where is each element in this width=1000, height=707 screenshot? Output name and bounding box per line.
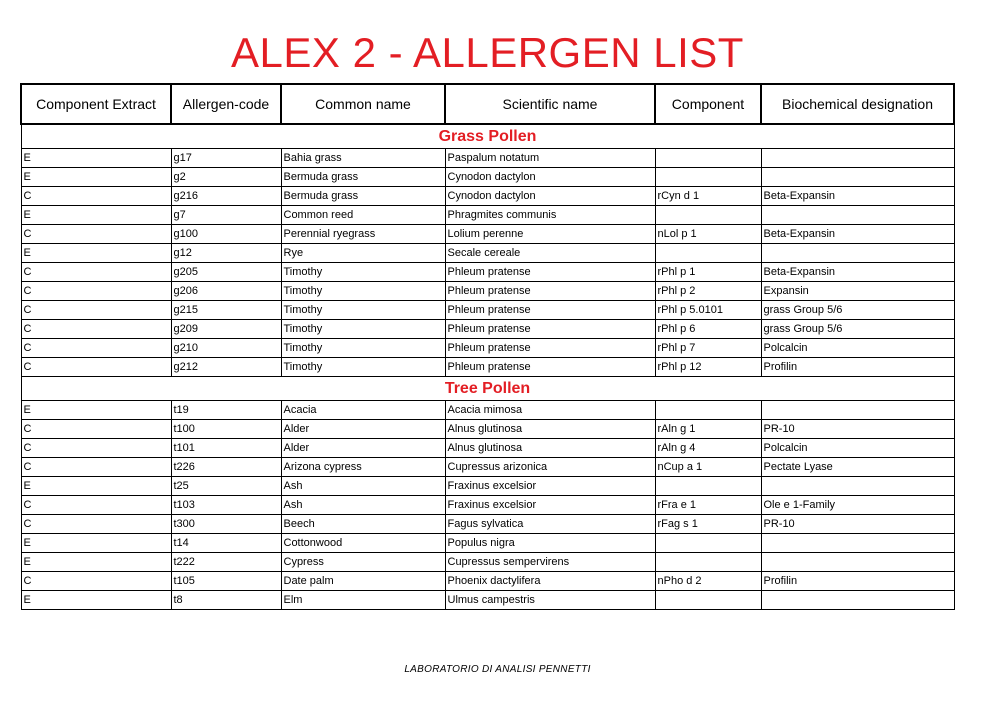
table-row xyxy=(21,477,954,496)
table-cell: Phoenix dactylifera xyxy=(445,572,655,591)
table-cell: Cynodon dactylon xyxy=(445,187,655,206)
table-cell: Acacia mimosa xyxy=(445,401,655,420)
table-body xyxy=(21,124,954,610)
table-cell: C xyxy=(21,358,171,377)
table-cell: C xyxy=(21,263,171,282)
column-header-allergen-code: Allergen-code xyxy=(171,84,281,124)
table-row xyxy=(21,420,954,439)
table-cell: g2 xyxy=(171,168,281,187)
table-cell: Bermuda grass xyxy=(281,187,445,206)
table-cell: Phleum pratense xyxy=(445,358,655,377)
table-cell: Cupressus arizonica xyxy=(445,458,655,477)
table-cell xyxy=(761,401,954,420)
table-cell: t103 xyxy=(171,496,281,515)
table-cell: E xyxy=(21,534,171,553)
table-cell: Alder xyxy=(281,439,445,458)
table-cell: Perennial ryegrass xyxy=(281,225,445,244)
table-cell: t19 xyxy=(171,401,281,420)
table-row xyxy=(21,168,954,187)
table-cell: Cupressus sempervirens xyxy=(445,553,655,572)
table-cell: Elm xyxy=(281,591,445,610)
table-cell: Beta-Expansin xyxy=(761,187,954,206)
table-cell: Polcalcin xyxy=(761,439,954,458)
allergen-table xyxy=(20,83,955,610)
table-cell: Beta-Expansin xyxy=(761,263,954,282)
table-cell: Cottonwood xyxy=(281,534,445,553)
table-cell: rPhl p 2 xyxy=(655,282,761,301)
table-cell xyxy=(761,149,954,168)
table-cell: E xyxy=(21,477,171,496)
table-cell xyxy=(655,206,761,225)
section-title: Tree Pollen xyxy=(21,377,954,401)
table-cell: Ash xyxy=(281,477,445,496)
table-cell: C xyxy=(21,515,171,534)
table-cell: rPhl p 7 xyxy=(655,339,761,358)
table-cell: t14 xyxy=(171,534,281,553)
table-cell: Lolium perenne xyxy=(445,225,655,244)
table-cell: C xyxy=(21,320,171,339)
table-cell: Phleum pratense xyxy=(445,339,655,358)
table-cell: Phleum pratense xyxy=(445,263,655,282)
table-row xyxy=(21,282,954,301)
table-cell: Alnus glutinosa xyxy=(445,439,655,458)
table-cell: Bahia grass xyxy=(281,149,445,168)
table-cell xyxy=(655,534,761,553)
table-cell: rAln g 4 xyxy=(655,439,761,458)
table-cell: Fraxinus excelsior xyxy=(445,496,655,515)
table-cell: Ole e 1-Family xyxy=(761,496,954,515)
table-row xyxy=(21,244,954,263)
table-cell xyxy=(655,401,761,420)
table-row xyxy=(21,225,954,244)
table-cell: g12 xyxy=(171,244,281,263)
table-cell xyxy=(761,534,954,553)
table-cell: Cynodon dactylon xyxy=(445,168,655,187)
table-cell: g205 xyxy=(171,263,281,282)
table-cell xyxy=(655,168,761,187)
column-header-scientific-name: Scientific name xyxy=(445,84,655,124)
table-cell: Profilin xyxy=(761,358,954,377)
table-cell: PR-10 xyxy=(761,515,954,534)
table-cell: E xyxy=(21,244,171,263)
table-cell xyxy=(655,149,761,168)
table-cell: t105 xyxy=(171,572,281,591)
table-cell: g7 xyxy=(171,206,281,225)
table-row xyxy=(21,553,954,572)
table-cell: g212 xyxy=(171,358,281,377)
table-cell: Profilin xyxy=(761,572,954,591)
table-cell: Paspalum notatum xyxy=(445,149,655,168)
table-cell: Timothy xyxy=(281,282,445,301)
table-cell: E xyxy=(21,149,171,168)
table-cell: Ash xyxy=(281,496,445,515)
table-cell: C xyxy=(21,339,171,358)
table-cell: C xyxy=(21,225,171,244)
table-cell: Phleum pratense xyxy=(445,320,655,339)
table-cell: Rye xyxy=(281,244,445,263)
column-header-component: Component xyxy=(655,84,761,124)
table-row xyxy=(21,401,954,420)
table-row xyxy=(21,339,954,358)
table-cell: t222 xyxy=(171,553,281,572)
table-cell: E xyxy=(21,168,171,187)
section-row xyxy=(21,124,954,149)
table-cell: Phleum pratense xyxy=(445,282,655,301)
table-cell: Beta-Expansin xyxy=(761,225,954,244)
table-cell: t300 xyxy=(171,515,281,534)
table-cell: nPho d 2 xyxy=(655,572,761,591)
table-cell: rCyn d 1 xyxy=(655,187,761,206)
column-header-common-name: Common name xyxy=(281,84,445,124)
table-cell: grass Group 5/6 xyxy=(761,301,954,320)
table-cell: C xyxy=(21,301,171,320)
table-cell: Phleum pratense xyxy=(445,301,655,320)
table-cell xyxy=(761,553,954,572)
table-cell: E xyxy=(21,401,171,420)
table-cell: t101 xyxy=(171,439,281,458)
table-cell: C xyxy=(21,496,171,515)
table-cell: Phragmites communis xyxy=(445,206,655,225)
table-cell: Common reed xyxy=(281,206,445,225)
table-cell: Timothy xyxy=(281,301,445,320)
table-cell: C xyxy=(21,572,171,591)
table-cell: g100 xyxy=(171,225,281,244)
table-row xyxy=(21,591,954,610)
table-cell xyxy=(655,591,761,610)
table-cell: Acacia xyxy=(281,401,445,420)
table-cell xyxy=(761,591,954,610)
table-row xyxy=(21,206,954,225)
table-row xyxy=(21,458,954,477)
table-cell: rPhl p 5.0101 xyxy=(655,301,761,320)
table-row xyxy=(21,572,954,591)
table-cell: Fagus sylvatica xyxy=(445,515,655,534)
table-cell xyxy=(655,244,761,263)
table-row xyxy=(21,149,954,168)
table-cell: C xyxy=(21,187,171,206)
table-cell xyxy=(655,477,761,496)
table-cell: g206 xyxy=(171,282,281,301)
column-header-component-extract: Component Extract xyxy=(21,84,171,124)
table-cell: Expansin xyxy=(761,282,954,301)
table-cell: E xyxy=(21,591,171,610)
column-header-biochemical-designation: Biochemical designation xyxy=(761,84,954,124)
table-cell: Timothy xyxy=(281,320,445,339)
table-cell: t8 xyxy=(171,591,281,610)
table-row xyxy=(21,439,954,458)
table-cell: Date palm xyxy=(281,572,445,591)
table-cell: grass Group 5/6 xyxy=(761,320,954,339)
section-title: Grass Pollen xyxy=(21,124,954,149)
page-title: ALEX 2 - ALLERGEN LIST xyxy=(231,29,744,76)
table-cell: C xyxy=(21,458,171,477)
table-cell: E xyxy=(21,206,171,225)
table-cell: Fraxinus excelsior xyxy=(445,477,655,496)
table-cell: rPhl p 6 xyxy=(655,320,761,339)
table-cell: Secale cereale xyxy=(445,244,655,263)
table-cell: g209 xyxy=(171,320,281,339)
table-cell: nLol p 1 xyxy=(655,225,761,244)
table-row xyxy=(21,358,954,377)
table-row xyxy=(21,187,954,206)
table-row xyxy=(21,301,954,320)
table-row xyxy=(21,320,954,339)
table-cell: C xyxy=(21,439,171,458)
table-cell: t100 xyxy=(171,420,281,439)
table-cell: t226 xyxy=(171,458,281,477)
table-row xyxy=(21,496,954,515)
table-cell: rAln g 1 xyxy=(655,420,761,439)
table-cell: Timothy xyxy=(281,358,445,377)
table-cell xyxy=(655,553,761,572)
table-cell: rPhl p 1 xyxy=(655,263,761,282)
table-row xyxy=(21,534,954,553)
table-cell: t25 xyxy=(171,477,281,496)
table-cell: g216 xyxy=(171,187,281,206)
table-cell: Arizona cypress xyxy=(281,458,445,477)
table-cell xyxy=(761,206,954,225)
table-cell xyxy=(761,244,954,263)
footer-lab-name: LABORATORIO DI ANALISI PENNETTI xyxy=(404,664,591,675)
table-cell: Ulmus campestris xyxy=(445,591,655,610)
table-cell: C xyxy=(21,420,171,439)
table-cell: Timothy xyxy=(281,339,445,358)
table-cell: Pectate Lyase xyxy=(761,458,954,477)
table-cell: rFag s 1 xyxy=(655,515,761,534)
table-cell: Alder xyxy=(281,420,445,439)
table-row xyxy=(21,263,954,282)
table-cell: C xyxy=(21,282,171,301)
table-cell xyxy=(761,168,954,187)
table-cell: Alnus glutinosa xyxy=(445,420,655,439)
table-cell: g215 xyxy=(171,301,281,320)
table-cell: Bermuda grass xyxy=(281,168,445,187)
table-row xyxy=(21,515,954,534)
table-cell: g17 xyxy=(171,149,281,168)
table-cell: Beech xyxy=(281,515,445,534)
table-cell: nCup a 1 xyxy=(655,458,761,477)
table-header-row xyxy=(21,84,954,124)
table-cell xyxy=(761,477,954,496)
table-cell: E xyxy=(21,553,171,572)
table-cell: Populus nigra xyxy=(445,534,655,553)
table-cell: Cypress xyxy=(281,553,445,572)
table-cell: rPhl p 12 xyxy=(655,358,761,377)
table-cell: PR-10 xyxy=(761,420,954,439)
table-cell: g210 xyxy=(171,339,281,358)
section-row xyxy=(21,377,954,401)
table-cell: rFra e 1 xyxy=(655,496,761,515)
table-cell: Polcalcin xyxy=(761,339,954,358)
table-cell: Timothy xyxy=(281,263,445,282)
